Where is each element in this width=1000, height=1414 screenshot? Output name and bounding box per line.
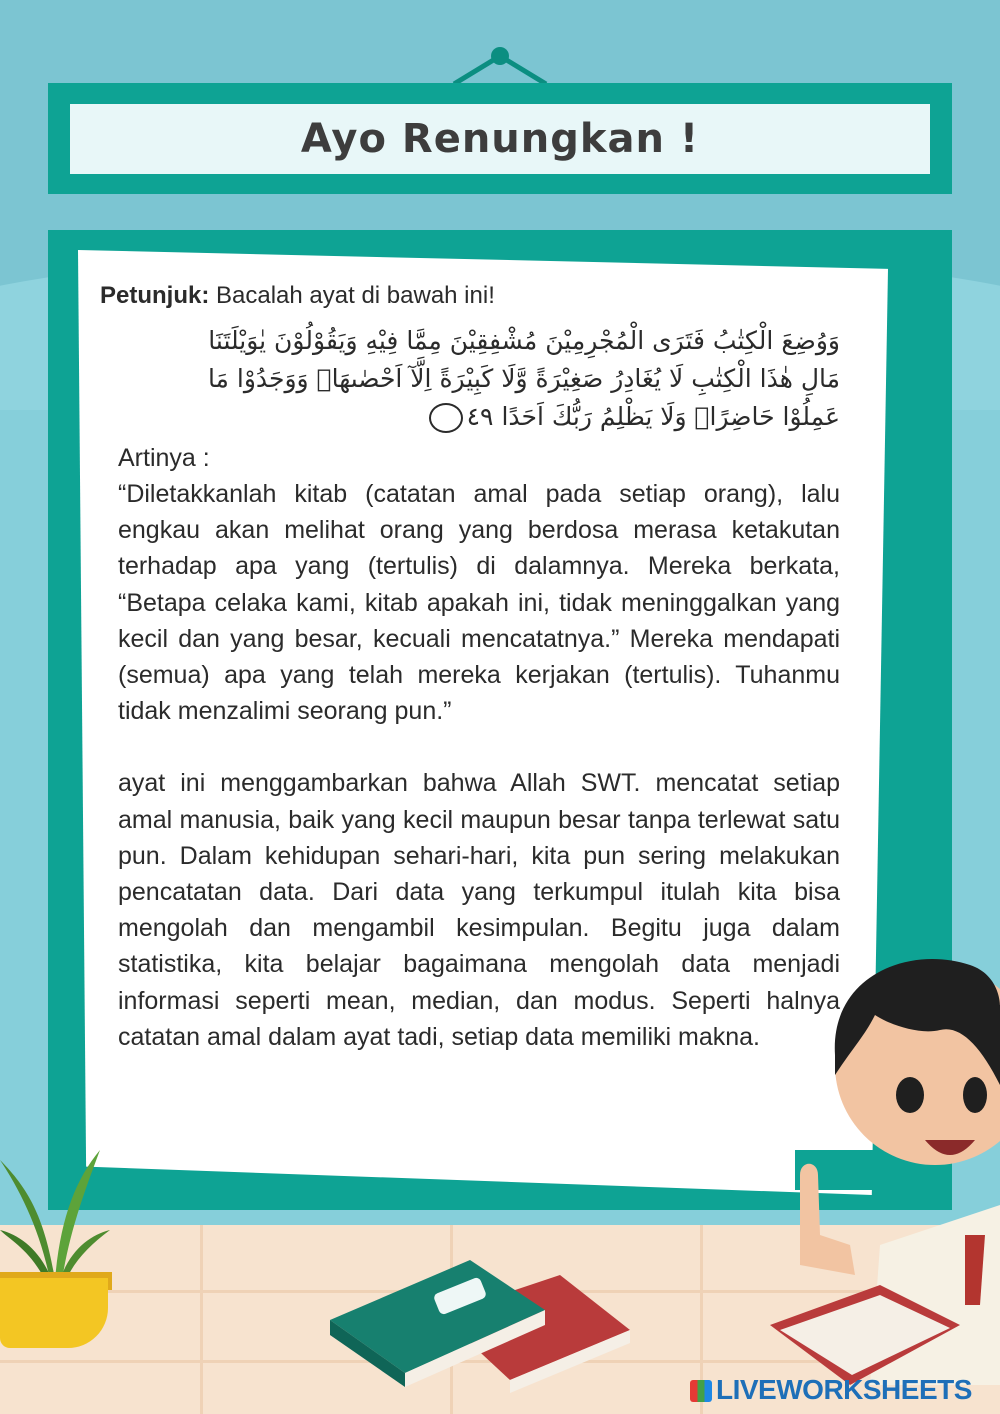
plant-leaves-icon [0,1130,110,1280]
instruction-label: Petunjuk: [100,282,210,309]
ayah-line: وَوُضِعَ الْكِتٰبُ فَتَرَى الْمُجْرِمِيْنَ مُشْفِقِيْنَ مِمَّا فِيْهِ وَيَقُوْلُوْنَ يٰوَيْلَتَنَا [208,326,840,355]
watermark [690,1372,990,1408]
ayah-line: مَالِ هٰذَا الْكِتٰبِ لَا يُغَادِرُ صَغِيْرَةً وَّلَا كَبِيْرَةً اِلَّآ اَحْصٰىهَاۚ وَوَجَدُوْا مَا [207,364,840,393]
liveworksheets-logo-icon [690,1380,712,1402]
ayah-text [100,322,840,436]
ayah-line [118,398,840,436]
ayah-line-text: عَمِلُوْا حَاضِرًاۗ وَلَا يَظْلِمُ رَبُّكَ اَحَدًا [501,402,840,431]
page-title: Ayo Renungkan ! [300,116,700,162]
books-icon [320,1255,640,1395]
boy-character-icon [760,945,1000,1385]
floor-tile-line [200,1225,203,1414]
instruction [100,282,840,310]
translation-text: “Diletakkanlah kitab (catatan amal pada setiap orang), lalu engkau akan melihat orang yang berdosa merasa ketakutan terhadap apa yang (tertulis) di dalamnya. Mereka berkata, “Betapa celaka kami, kitab apakah ini, tidak meninggalkan yang kecil dan yang besar, kecuali mencatatnya.” Mereka mendapati (semua) apa yang telah mereka kerjakan (tertulis). Tuhanmu tidak menzalimi seorang pun.” [118,480,840,726]
watermark-text: LIVEWORKSHEETS [716,1374,972,1405]
reflection-text: ayat ini menggambarkan bahwa Allah SWT. mencatat setiap amal manusia, baik yang kecil maupun besar tanpa terlewat satu pun. Dalam kehidupan sehari-hari, kita pun sering melakukan pencatatan data. Dari data yang terkumpul itulah kita bisa mengolah dan mengambil kesimpulan. Begitu juga dalam statistika, kita belajar bagaimana mengolah data menjadi informasi seperti mean, median, dan modus. Seperti halnya catatan amal dalam ayat tadi, setiap data memiliki makna. [118,769,840,1051]
instruction-text: Bacalah ayat di bawah ini! [216,282,495,309]
plant-pot [0,1278,108,1348]
translation-label: Artinya : [118,444,210,472]
hanging-hook-icon [448,46,552,86]
worksheet-content [100,282,840,1055]
ayah-number: ٤٩ [466,402,494,431]
ayah-end-mark-icon [429,403,463,433]
